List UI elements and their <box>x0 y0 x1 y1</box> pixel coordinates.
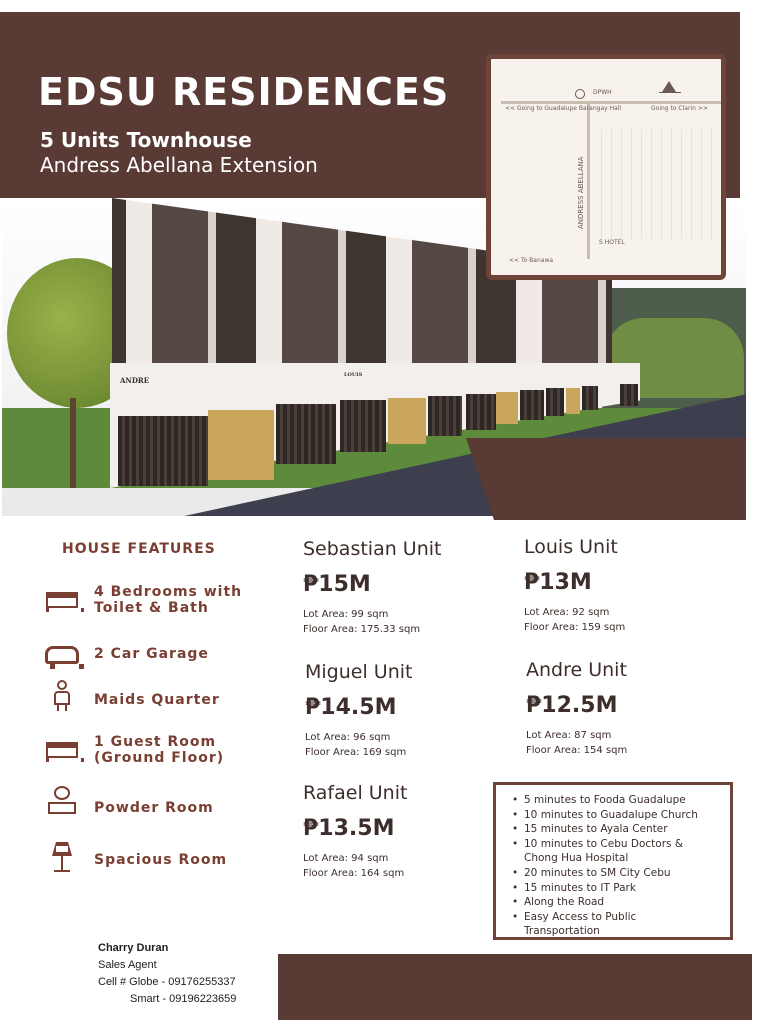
gate-wood <box>208 410 274 480</box>
map-label-guadalupe: << Going to Guadalupe Barangay Hall <box>505 105 622 112</box>
unit-name: Andre Unit <box>526 659 627 681</box>
feature-item <box>44 584 284 616</box>
feature-line: Toilet & Bath <box>94 600 209 616</box>
project-address: Andress Abellana Extension <box>40 153 318 177</box>
unit-lot-area: Lot Area: 92 sqm <box>524 607 610 618</box>
nearby-amenities-box <box>493 782 733 940</box>
unit-price: ₱13.5M <box>303 816 395 841</box>
feature-item <box>44 842 284 872</box>
gate-dark <box>276 404 336 464</box>
lamp-icon <box>44 842 80 872</box>
unit-lot-area: Lot Area: 99 sqm <box>303 609 389 620</box>
list-item: • 15 minutes to IT Park <box>512 881 724 896</box>
unit-lot-area: Lot Area: 87 sqm <box>526 730 612 741</box>
unit-name: Rafael Unit <box>303 782 408 804</box>
feature-line: 1 Guest Room <box>94 734 217 750</box>
feature-item <box>44 786 284 816</box>
agent-globe-number: Cell # Globe - 09176255337 <box>98 976 236 988</box>
brown-band-right <box>466 438 746 520</box>
list-item: • 10 minutes to Cebu Doctors & <box>512 837 724 852</box>
gate-dark <box>520 390 544 420</box>
list-item: • 10 minutes to Guadalupe Church <box>512 808 724 823</box>
list-item: Chong Hua Hospital <box>524 852 629 865</box>
unit-sebastian <box>303 538 503 637</box>
feature-line: Powder Room <box>94 800 214 816</box>
feature-line: 4 Bedrooms with <box>94 584 243 600</box>
dpwh-marker-icon <box>575 89 585 99</box>
unit-name: Miguel Unit <box>305 661 413 683</box>
gate-dark <box>582 386 598 410</box>
agent-name: Charry Duran <box>98 942 169 954</box>
maid-icon <box>44 680 80 710</box>
feature-item <box>44 734 284 766</box>
bed-icon <box>44 584 80 614</box>
unit-name: Sebastian Unit <box>303 538 442 560</box>
list-item: Transportation <box>524 925 600 938</box>
unit-price: ₱13M <box>524 570 592 595</box>
map-label-dpwh: DPWH <box>593 89 612 96</box>
feature-line: Maids Quarter <box>94 692 220 708</box>
map-label-road: ANDRESS ABELLANA <box>577 156 585 229</box>
map-label-banawa: << To Banawa <box>509 257 554 264</box>
unit-sign: ANDRE <box>120 376 150 385</box>
unit-lot-area: Lot Area: 96 sqm <box>305 732 391 743</box>
unit-price: ₱15M <box>303 572 371 597</box>
unit-floor-area: Floor Area: 164 sqm <box>303 868 405 879</box>
unit-name: Louis Unit <box>524 536 618 558</box>
mountain-icon <box>659 81 681 93</box>
gate-wood <box>388 398 426 444</box>
feature-item <box>44 680 284 710</box>
unit-miguel <box>305 661 505 760</box>
bed-icon <box>44 734 80 764</box>
page-subtitle: 5 Units Townhouse <box>40 128 252 152</box>
unit-price: ₱14.5M <box>305 695 397 720</box>
feature-line: (Ground Floor) <box>94 750 225 766</box>
agent-contact <box>98 940 236 1008</box>
unit-floor-area: Floor Area: 175.33 sqm <box>303 624 421 635</box>
vicinity-map <box>486 54 726 280</box>
gate-wood <box>566 388 580 414</box>
footer-band <box>278 954 752 1020</box>
tree-trunk <box>70 398 76 488</box>
unit-sign: LOUIS <box>344 372 363 378</box>
list-item: • Easy Access to Public <box>512 910 724 925</box>
unit-andre <box>526 659 726 758</box>
feature-line: Spacious Room <box>94 852 228 868</box>
gate-dark <box>466 394 496 430</box>
unit-louis <box>524 536 724 635</box>
map-road-horizontal <box>501 101 721 104</box>
gate-wood <box>496 392 518 424</box>
feature-line: 2 Car Garage <box>94 646 209 662</box>
agent-smart-number: Smart - 09196223659 <box>130 993 237 1005</box>
unit-floor-area: Floor Area: 169 sqm <box>305 747 407 758</box>
map-road-vertical <box>587 103 590 259</box>
features-heading: HOUSE FEATURES <box>62 541 216 557</box>
page-title: EDSU RESIDENCES <box>38 70 450 114</box>
map-blocks <box>601 129 721 239</box>
list-item: • Along the Road <box>512 895 724 910</box>
gate-dark <box>428 396 462 436</box>
toilet-icon <box>44 786 80 816</box>
unit-rafael <box>303 782 503 881</box>
list-item: • 5 minutes to Fooda Guadalupe <box>512 793 724 808</box>
unit-floor-area: Floor Area: 159 sqm <box>524 622 626 633</box>
gate-dark <box>340 400 386 452</box>
feature-item <box>44 640 284 670</box>
car-icon <box>44 640 80 670</box>
map-label-clarin: Going to Clarin >> <box>651 105 708 112</box>
agent-role: Sales Agent <box>98 959 157 971</box>
gate-dark <box>620 384 638 406</box>
map-label-hotel: S HOTEL <box>599 239 625 246</box>
gate-dark <box>546 388 564 416</box>
unit-lot-area: Lot Area: 94 sqm <box>303 853 389 864</box>
list-item: • 15 minutes to Ayala Center <box>512 822 724 837</box>
list-item: • 20 minutes to SM City Cebu <box>512 866 724 881</box>
gate-dark <box>118 416 208 486</box>
unit-price: ₱12.5M <box>526 693 618 718</box>
unit-floor-area: Floor Area: 154 sqm <box>526 745 628 756</box>
